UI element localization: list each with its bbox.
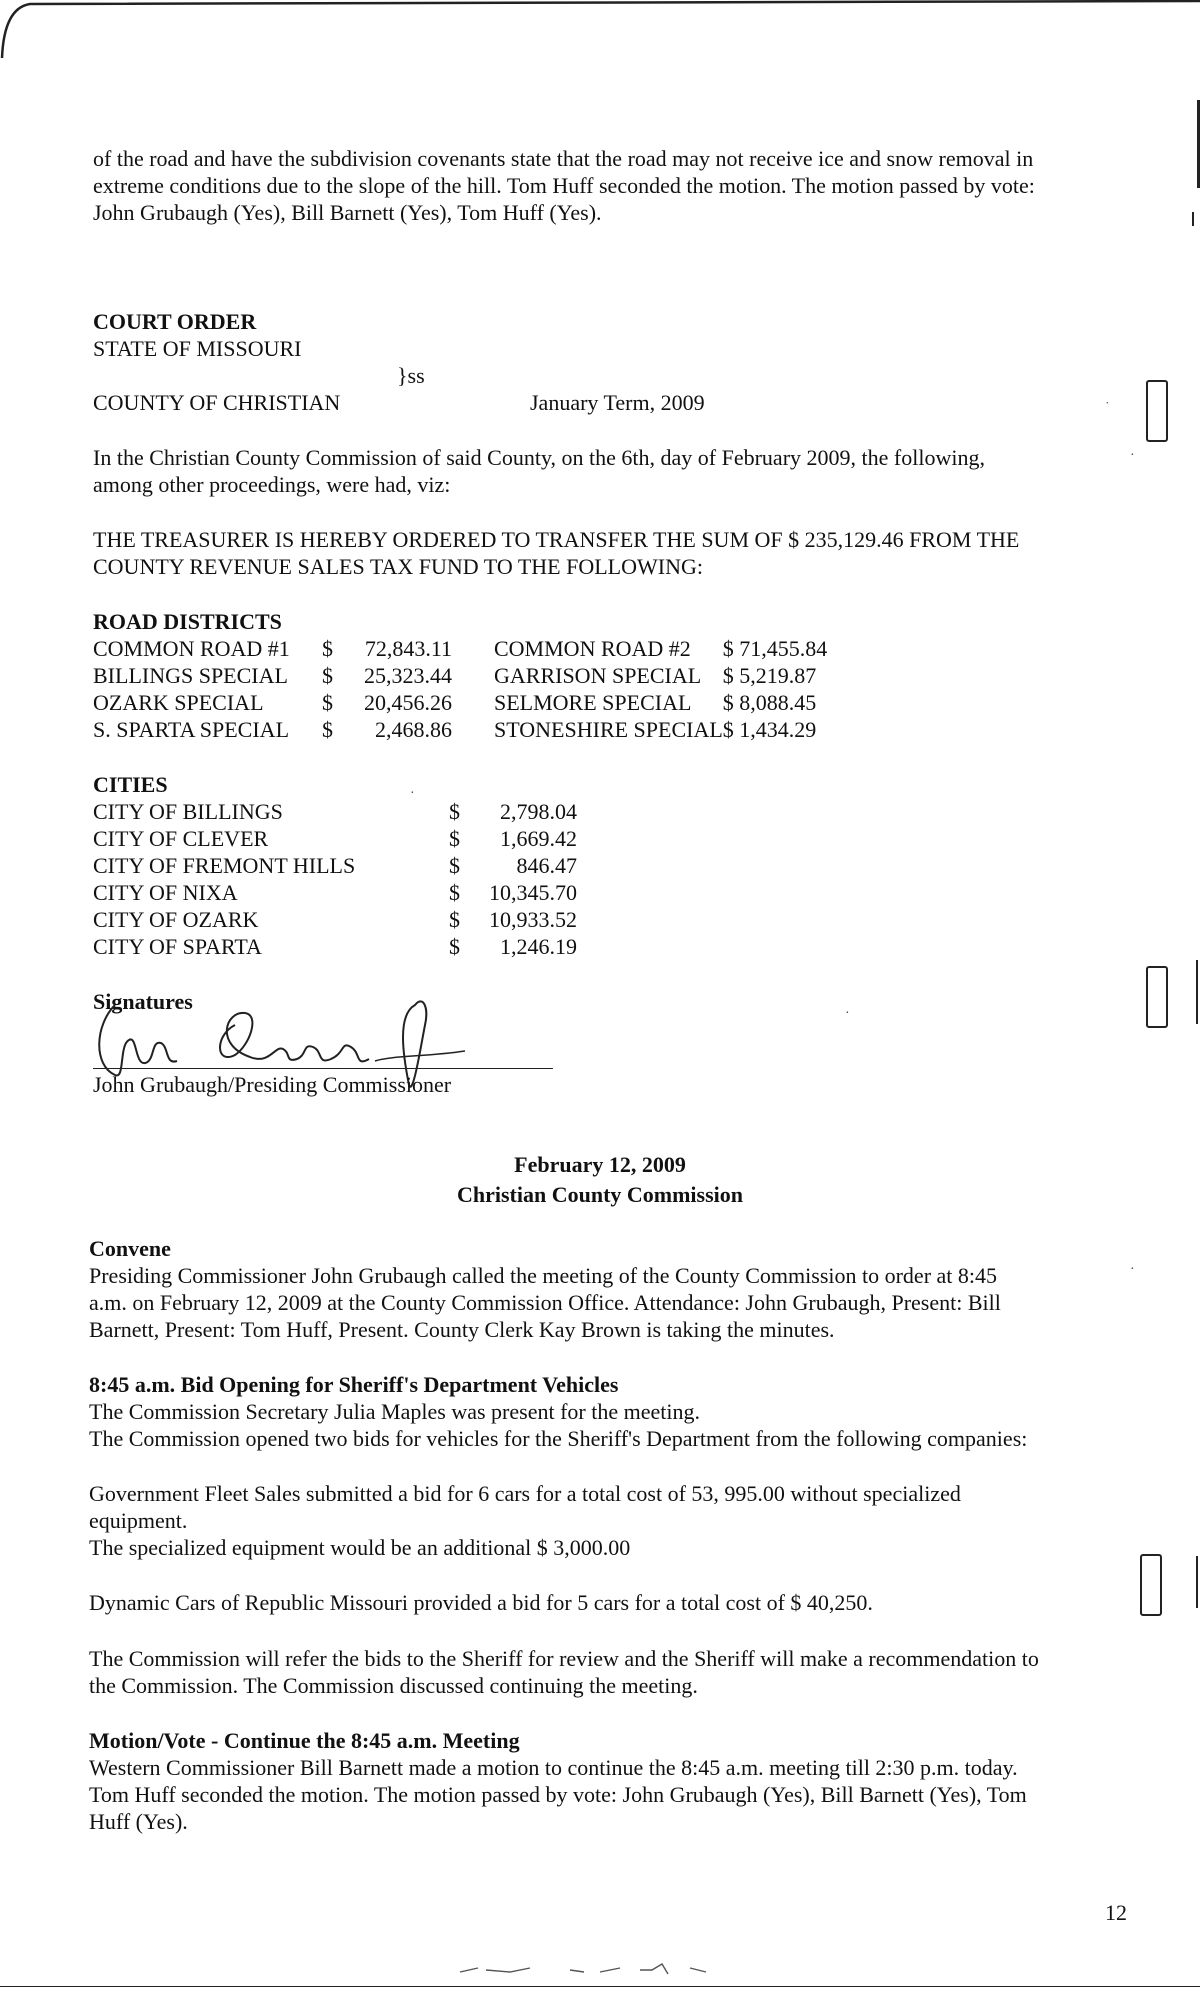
district-name: OZARK SPECIAL xyxy=(93,690,264,715)
currency-sign: $ xyxy=(449,880,460,905)
currency-sign: $ xyxy=(322,690,333,715)
district-name: SELMORE SPECIAL xyxy=(494,690,692,715)
page-bottom-edge xyxy=(0,1986,1200,1987)
state-line: STATE OF MISSOURI xyxy=(93,336,302,361)
court-order-header xyxy=(93,308,1113,362)
city-name: CITY OF CLEVER xyxy=(93,826,269,851)
signer-name: John Grubaugh/Presiding Commissioner xyxy=(93,1072,452,1097)
text-line: of the road and have the subdivision covenants state that the road may not receive ice and snow removal in xyxy=(93,146,1034,171)
scan-edge-mark xyxy=(1196,1556,1198,1608)
text-line: Government Fleet Sales submitted a bid for 6 cars for a total cost of 53, 995.00 without specialized xyxy=(89,1481,961,1506)
text-line: equipment. xyxy=(89,1508,188,1533)
district-amount: $ 8,088.45 xyxy=(722,690,817,715)
currency-sign: $ xyxy=(449,799,460,824)
district-amount: 25,323.44 xyxy=(364,663,452,688)
text-line: Tom Huff seconded the motion. The motion passed by vote: John Grubaugh (Yes), Bill Barnett (Yes), Tom xyxy=(89,1782,1027,1807)
table-row xyxy=(93,852,577,879)
text-line: THE TREASURER IS HEREBY ORDERED TO TRANSFER THE SUM OF $ 235,129.46 FROM THE xyxy=(93,527,1020,552)
meeting-date: February 12, 2009 xyxy=(514,1152,686,1177)
text-line: The Commission opened two bids for vehicles for the Sheriff's Department from the following companies: xyxy=(89,1426,1028,1451)
proceedings-paragraph xyxy=(93,444,1113,498)
scan-speck: ˙ xyxy=(1105,400,1110,415)
page-number: 12 xyxy=(1105,1900,1127,1925)
table-row xyxy=(93,825,577,852)
text-line: the Commission. The Commission discussed continuing the meeting. xyxy=(89,1673,698,1698)
table-row xyxy=(93,879,577,906)
text-line: In the Christian County Commission of said County, on the 6th, day of February 2009, the following, xyxy=(93,445,985,470)
text-line: Huff (Yes). xyxy=(89,1809,188,1834)
currency-sign: $ xyxy=(322,663,333,688)
city-name: CITY OF OZARK xyxy=(93,907,259,932)
city-amount: 10,933.52 xyxy=(489,907,577,932)
scan-speck: · xyxy=(1130,1262,1135,1277)
motion-heading: Motion/Vote - Continue the 8:45 a.m. Meeting xyxy=(89,1728,520,1753)
city-name: CITY OF NIXA xyxy=(93,880,238,905)
city-name: CITY OF BILLINGS xyxy=(93,799,283,824)
motion-section xyxy=(89,1727,1109,1835)
term-line: January Term, 2009 xyxy=(530,390,705,415)
district-amount: 20,456.26 xyxy=(364,690,452,715)
currency-sign: $ xyxy=(449,907,460,932)
district-amount: 2,468.86 xyxy=(375,717,452,742)
table-row xyxy=(93,635,853,662)
bid-opening-section xyxy=(89,1371,1109,1452)
city-name: CITY OF SPARTA xyxy=(93,934,262,959)
currency-sign: $ xyxy=(449,826,460,851)
table-row xyxy=(93,798,577,825)
table-row xyxy=(93,662,853,689)
table-row xyxy=(93,906,577,933)
district-name: BILLINGS SPECIAL xyxy=(93,663,288,688)
currency-sign: $ xyxy=(322,636,333,661)
currency-sign: $ xyxy=(449,853,460,878)
scan-edge-mark xyxy=(1196,960,1198,1024)
currency-sign: $ xyxy=(449,934,460,959)
scan-speck: · xyxy=(845,1006,850,1021)
binder-hole-mark xyxy=(1146,966,1168,1028)
scan-bottom-marks xyxy=(440,1958,800,1982)
table-row xyxy=(93,689,853,716)
fleet-bid-paragraph xyxy=(89,1480,1109,1561)
city-amount: 10,345.70 xyxy=(489,880,577,905)
court-order-heading: COURT ORDER xyxy=(93,309,257,334)
scan-corner-edge xyxy=(0,0,1200,60)
transfer-order-paragraph xyxy=(93,526,1113,580)
bid-opening-heading: 8:45 a.m. Bid Opening for Sheriff's Department Vehicles xyxy=(89,1372,619,1397)
table-row xyxy=(93,933,577,960)
text-line: among other proceedings, were had, viz: xyxy=(93,472,451,497)
meeting-body: Christian County Commission xyxy=(456,1182,744,1207)
text-line: Presiding Commissioner John Grubaugh called the meeting of the County Commission to order at 8:45 xyxy=(89,1263,998,1288)
district-name: GARRISON SPECIAL xyxy=(494,663,702,688)
currency-sign: $ xyxy=(322,717,333,742)
district-amount: $ 5,219.87 xyxy=(722,663,817,688)
city-amount: 846.47 xyxy=(516,853,577,878)
road-districts-section xyxy=(93,608,1113,743)
text-line: a.m. on February 12, 2009 at the County Commission Office. Attendance: John Grubaugh, Present: Bill xyxy=(89,1290,1001,1315)
binder-hole-mark xyxy=(1146,380,1168,442)
text-line: The Commission Secretary Julia Maples was present for the meeting. xyxy=(89,1399,700,1424)
text-line: extreme conditions due to the slope of the hill. Tom Huff seconded the motion. The motion passed by vote: xyxy=(93,173,1035,198)
ss-bracket: }ss xyxy=(397,363,425,388)
district-amount: $ 71,455.84 xyxy=(722,636,828,661)
text-line: COUNTY REVENUE SALES TAX FUND TO THE FOLLOWING: xyxy=(93,554,703,579)
road-districts-heading: ROAD DISTRICTS xyxy=(93,609,282,634)
refer-paragraph xyxy=(89,1645,1109,1699)
text-line: John Grubaugh (Yes), Bill Barnett (Yes), Tom Huff (Yes). xyxy=(93,200,602,225)
dynamic-bid-paragraph: Dynamic Cars of Republic Missouri provided a bid for 5 cars for a total cost of $ 40,250. xyxy=(89,1590,873,1615)
district-name: STONESHIRE SPECIAL xyxy=(494,717,723,742)
text-line: Western Commissioner Bill Barnett made a motion to continue the 8:45 a.m. meeting till 2:30 p.m. today. xyxy=(89,1755,1018,1780)
convene-section xyxy=(89,1235,1109,1343)
binder-hole-mark xyxy=(1140,1554,1162,1616)
city-name: CITY OF FREMONT HILLS xyxy=(93,853,356,878)
road-districts-table xyxy=(93,635,853,743)
signatures-heading: Signatures xyxy=(93,989,193,1014)
scan-edge-mark xyxy=(1192,212,1194,226)
intro-paragraph xyxy=(93,145,1113,226)
district-amount: 72,843.11 xyxy=(364,636,452,661)
district-name: COMMON ROAD #1 xyxy=(93,636,290,661)
convene-heading: Convene xyxy=(89,1236,171,1261)
scan-speck: · xyxy=(1130,448,1135,463)
cities-heading: CITIES xyxy=(93,772,168,797)
district-amount: $ 1,434.29 xyxy=(722,717,817,742)
city-amount: 1,669.42 xyxy=(500,826,577,851)
signature-line xyxy=(93,1068,553,1069)
district-name: S. SPARTA SPECIAL xyxy=(93,717,290,742)
text-line: Barnett, Present: Tom Huff, Present. County Clerk Kay Brown is taking the minutes. xyxy=(89,1317,835,1342)
cities-section xyxy=(93,771,1113,960)
text-line: The Commission will refer the bids to the Sheriff for review and the Sheriff will make a recommendation to xyxy=(89,1646,1039,1671)
city-amount: 2,798.04 xyxy=(500,799,577,824)
text-line: The specialized equipment would be an additional $ 3,000.00 xyxy=(89,1535,631,1560)
cities-table xyxy=(93,798,577,960)
district-name: COMMON ROAD #2 xyxy=(494,636,691,661)
city-amount: 1,246.19 xyxy=(500,934,577,959)
county-line: COUNTY OF CHRISTIAN xyxy=(93,390,341,415)
scan-speck: · xyxy=(410,786,415,801)
table-row xyxy=(93,716,853,743)
